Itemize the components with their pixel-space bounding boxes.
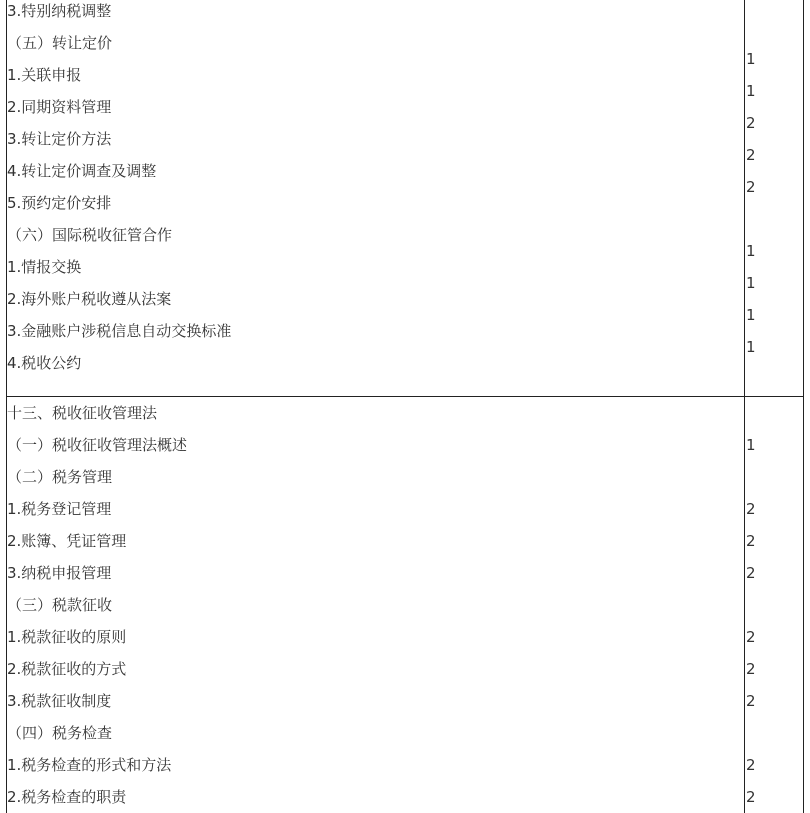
table-row-score: 2: [746, 660, 756, 678]
table-row-score: 2: [746, 564, 756, 582]
table-row-score: 2: [746, 146, 756, 164]
table-right-border: [803, 0, 804, 813]
table-row-score: 2: [746, 756, 756, 774]
table-row-score: 1: [746, 242, 756, 260]
table-row-score: 1: [746, 82, 756, 100]
table-row-text: （六）国际税收征管合作: [7, 226, 173, 244]
table-row-text: 4.税收公约: [7, 354, 82, 372]
table-row-score: 2: [746, 788, 756, 806]
table-row-text: 1.关联申报: [7, 66, 82, 84]
table-row-text: 1.情报交换: [7, 258, 82, 276]
table-row-text: 1.税务检查的形式和方法: [7, 756, 172, 774]
table-row-divider: [6, 396, 804, 397]
table-row-score: 2: [746, 500, 756, 518]
table-row-text: 2.账簿、凭证管理: [7, 532, 127, 550]
table-row-score: 1: [746, 50, 756, 68]
table-column-divider: [744, 0, 745, 813]
section-heading: 十三、税收征收管理法: [7, 404, 158, 422]
table-row-text: 3.转让定价方法: [7, 130, 112, 148]
table-row-text: 3.金融账户涉税信息自动交换标准: [7, 322, 232, 340]
table-row-text: （二）税务管理: [7, 468, 113, 486]
table-row-score: 2: [746, 114, 756, 132]
table-row-text: 2.海外账户税收遵从法案: [7, 290, 172, 308]
table-row-score: 2: [746, 532, 756, 550]
table-row-text: 3.税款征收制度: [7, 692, 112, 710]
table-row-score: 2: [746, 178, 756, 196]
table-row-score: 1: [746, 436, 756, 454]
table-row-text: 5.预约定价安排: [7, 194, 112, 212]
table-row-text: 3.纳税申报管理: [7, 564, 112, 582]
table-row-text: （五）转让定价: [7, 34, 113, 52]
table-row-text: 1.税务登记管理: [7, 500, 112, 518]
table-row-text: 1.税款征收的原则: [7, 628, 127, 646]
table-row-score: 2: [746, 692, 756, 710]
table-row-text: 2.税务检查的职责: [7, 788, 127, 806]
table-row-score: 1: [746, 338, 756, 356]
table-row-text: 2.同期资料管理: [7, 98, 112, 116]
table-row-score: 1: [746, 306, 756, 324]
table-row-score: 1: [746, 274, 756, 292]
table-row-text: （一）税收征收管理法概述: [7, 436, 188, 454]
table-row-text: 2.税款征收的方式: [7, 660, 127, 678]
table-row-text: 4.转让定价调查及调整: [7, 162, 157, 180]
table-row-text: （四）税务检查: [7, 724, 113, 742]
table-row-text: 3.特别纳税调整: [7, 2, 112, 20]
table-row-text: （三）税款征收: [7, 596, 113, 614]
table-row-score: 2: [746, 628, 756, 646]
